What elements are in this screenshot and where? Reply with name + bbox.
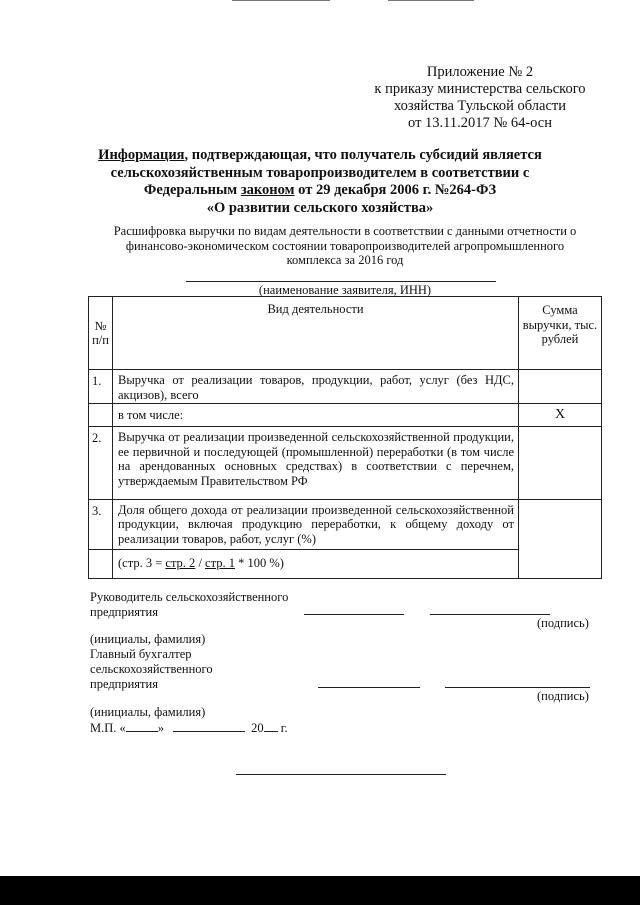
stamp-text: 20: [251, 721, 264, 735]
header-sum: Сумма выручки, тыс. рублей: [519, 297, 602, 370]
stamp-day-blank: [126, 720, 158, 732]
appendix-block: [360, 64, 600, 132]
appendix-line: от 13.11.2017 № 64-осн: [408, 115, 552, 131]
appendix-line: Приложение № 2: [426, 64, 534, 80]
accountant-name-line: [445, 687, 590, 688]
table-header-row: [89, 297, 602, 370]
bottom-rule: [236, 774, 446, 775]
row-text: Доля общего дохода от реализации произведенной сельскохозяйственной продукции, включая продукцию переработки, к общему доходу от реализации товаров, работ, услуг (%): [113, 499, 519, 550]
row-num: [89, 550, 113, 579]
row-num: 2.: [89, 427, 113, 499]
title-law-link: законом: [240, 182, 295, 198]
header-num: № п/п: [89, 297, 113, 370]
title-text: , подтверждающая, что получатель субсидий является: [184, 147, 542, 163]
stamp-text: »: [157, 721, 165, 735]
table-row: [89, 370, 602, 404]
row-text: в том числе:: [113, 403, 519, 426]
top-rule-right: [388, 0, 474, 1]
accountant-title: сельскохозяйственного: [90, 662, 213, 676]
row-sum: Х: [519, 403, 602, 426]
row-num: 1.: [89, 370, 113, 404]
header-activity: Вид деятельности: [113, 297, 519, 370]
appendix-line: хозяйства Тульской области: [393, 98, 567, 114]
formula-text: * 100 %): [234, 556, 284, 571]
row-sum: [519, 499, 602, 578]
title-text: Федеральным: [143, 182, 241, 198]
row-text: Выручка от реализации произведенной сельскохозяйственной продукции, ее первичной и последующей (промышленной) переработки (в том числе на арендованных основных средствах) в соответствии с перечнем, утверждаемым Правительством РФ: [113, 427, 519, 499]
formula-cell: [113, 550, 519, 579]
formula-text: /: [195, 556, 206, 571]
appendix-line: к приказу министерства сельского: [374, 81, 586, 97]
revenue-table: [88, 296, 602, 579]
stamp-line: [90, 720, 288, 736]
document-title: [60, 147, 640, 217]
head-title: Руководитель сельскохозяйственного: [90, 590, 289, 604]
initials-label: (инициалы, фамилия): [90, 705, 206, 719]
table-row: [89, 403, 602, 426]
head-title: предприятия: [90, 605, 158, 619]
title-text: от 29 декабря 2006 г. №264-ФЗ: [294, 182, 497, 198]
head-name-line: [430, 614, 550, 615]
formula-ref: стр. 2: [165, 556, 196, 571]
formula-text: (стр. 3 =: [118, 556, 166, 571]
row-num: 3.: [89, 499, 113, 550]
head-sign-line: [304, 614, 404, 615]
stamp-month-blank: [173, 720, 245, 732]
formula-ref: стр. 1: [205, 556, 235, 571]
title-keyword: Информация: [98, 147, 185, 163]
accountant-title: Главный бухгалтер: [90, 647, 192, 661]
stamp-year-blank: [264, 720, 278, 732]
subtitle-block: [95, 224, 595, 268]
accountant-title: предприятия: [90, 677, 158, 691]
accountant-sign-line: [318, 687, 420, 688]
subtitle-line: Расшифровка выручки по видам деятельности в соответствии с данными отчетности о: [113, 224, 577, 238]
table-row: [89, 427, 602, 499]
row-sum: [519, 370, 602, 404]
row-num: [89, 403, 113, 426]
stamp-text: М.П. «: [90, 721, 126, 735]
signature-label: (подпись): [537, 689, 589, 703]
applicant-caption: (наименование заявителя, ИНН): [258, 283, 432, 297]
signature-label: (подпись): [537, 616, 589, 630]
subtitle-line: комплекса за 2016 год: [286, 253, 404, 267]
row-sum: [519, 427, 602, 499]
stamp-text: г.: [277, 721, 288, 735]
top-rule-left: [232, 0, 330, 1]
row-text: Выручка от реализации товаров, продукции, работ, услуг (без НДС, акцизов), всего: [113, 370, 519, 404]
table-row: [89, 499, 602, 550]
title-text: «О развитии сельского хозяйства»: [206, 199, 434, 216]
scan-edge-bar: [0, 876, 640, 905]
applicant-name-line: [186, 281, 496, 282]
subtitle-line: финансово-экономическом состоянии товаропроизводителей агропромышленного: [125, 238, 565, 253]
initials-label: (инициалы, фамилия): [90, 632, 206, 646]
title-text: сельскохозяйственным товаропроизводителем в соответствии с: [110, 164, 530, 181]
